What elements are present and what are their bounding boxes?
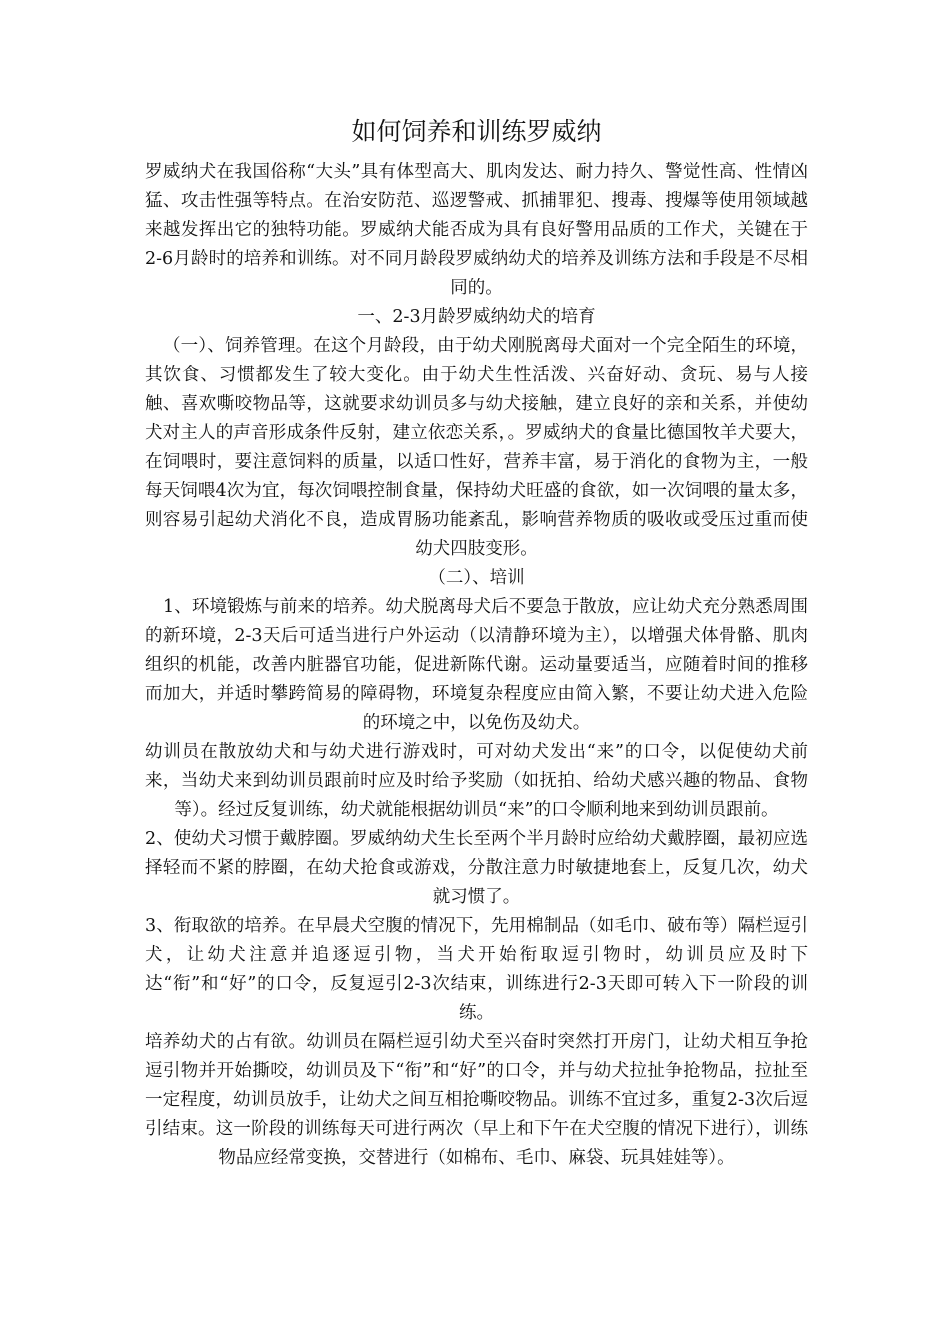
document-page [145,112,808,1173]
environment-paragraph: 1、环境锻炼与前来的培养。幼犬脱离母犬后不要急于散放，应让幼犬充分熟悉周围的新环境，2-3天后可适当进行户外运动（以清静环境为主），以增强犬体骨骼、肌肉组织的机能，改善内脏器官功能，促进新陈代谢。运动量要适当，应随着时间的推移而加大，并适时攀跨简易的障碍物，环境复杂程度应由简入繁，不要让幼犬进入危险的环境之中，以免伤及幼犬。 [145,597,808,733]
possessiveness-paragraph: 培养幼犬的占有欲。幼训员在隔栏逗引幼犬至兴奋时突然打开房门，让幼犬相互争抢逗引物并开始撕咬，幼训员及下“衔”和“好”的口令，并与幼犬拉扯争抢物品，拉扯至一定程度，幼训员放手，让幼犬之间互相抢嘶咬物品。训练不宜过多，重复2-3次后逗引结束。这一阶段的训练每天可进行两次（早上和下午在犬空腹的情况下进行），训练物品应经常变换，交替进行（如棉布、毛巾、麻袋、玩具娃娃等）。 [145,1032,808,1168]
section-heading-1: 一、2-3月龄罗威纳幼犬的培育 [357,307,596,327]
document-title: 如何饲养和训练罗威纳 [351,117,602,146]
feeding-paragraph: （一）、饲养管理。在这个月龄段，由于幼犬刚脱离母犬面对一个完全陌生的环境，其饮食、习惯都发生了较大变化。由于幼犬生性活泼、兴奋好动、贪玩、易与人接触、喜欢嘶咬物品等，这就要求幼训员多与幼犬接触，建立良好的亲和关系，并使幼犬对主人的声音形成条件反射，建立依恋关系，。罗威纳犬的食量比德国牧羊犬要大，在饲喂时，要注意饲料的质量，以适口性好，营养丰富，易于消化的食物为主，一般每天饲喂4次为宜，每次饲喂控制食量，保持幼犬旺盛的食欲，如一次饲喂的量太多，则容易引起幼犬消化不良，造成胃肠功能紊乱，影响营养物质的吸收或受压过重而使幼犬四肢变形。 [145,336,808,559]
retrieve-paragraph: 3、衔取欲的培养。在早晨犬空腹的情况下，先用棉制品（如毛巾、破布等）隔栏逗引犬，让幼犬注意并追逐逗引物，当犬开始衔取逗引物时，幼训员应及时下达“衔”和“好”的口令，反复逗引2-3次结束，训练进行2-3天即可转入下一阶段的训练。 [145,916,808,1023]
collar-paragraph: 2、使幼犬习惯于戴脖圈。罗威纳幼犬生长至两个半月龄时应给幼犬戴脖圈，最初应选择轻而不紧的脖圈，在幼犬抢食或游戏，分散注意力时敏捷地套上，反复几次，幼犬就习惯了。 [145,829,808,907]
subsection-heading-training: （二）、培训 [428,568,525,588]
come-command-paragraph: 幼训员在散放幼犬和与幼犬进行游戏时，可对幼犬发出“来”的口令，以促使幼犬前来，当幼犬来到幼训员跟前时应及时给予奖励（如抚拍、给幼犬感兴趣的物品、食物等）。经过反复训练，幼犬就能根据幼训员“来”的口令顺利地来到幼训员跟前。 [145,742,808,820]
intro-paragraph: 罗威纳犬在我国俗称“大头”具有体型高大、肌肉发达、耐力持久、警觉性高、性情凶猛、攻击性强等特点。在治安防范、巡逻警戒、抓捕罪犯、搜毒、搜爆等使用领域越来越发挥出它的独特功能。罗威纳犬能否成为具有良好警用品质的工作犬，关键在于2-6月龄时的培养和训练。对不同月龄段罗威纳幼犬的培养及训练方法和手段是不尽相同的。 [145,162,808,298]
